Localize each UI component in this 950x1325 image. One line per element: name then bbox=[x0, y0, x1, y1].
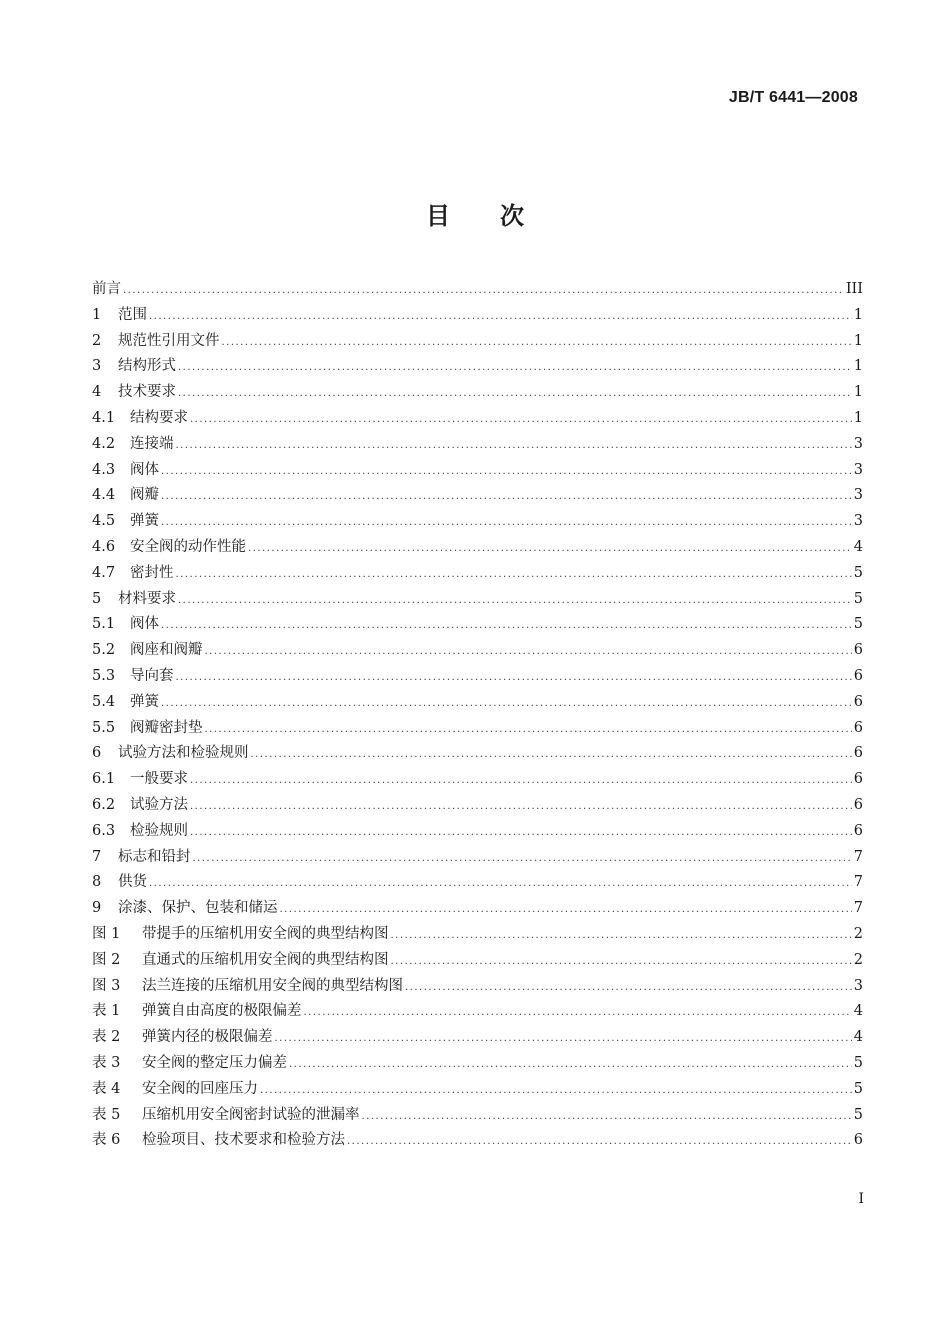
dot-leader bbox=[251, 742, 852, 768]
dot-leader bbox=[205, 639, 852, 665]
toc-entry[interactable] bbox=[92, 870, 863, 896]
dot-leader bbox=[289, 1052, 852, 1078]
toc-entry-number: 7 bbox=[92, 848, 102, 865]
toc-entry[interactable] bbox=[92, 767, 863, 793]
toc-entry-page: 1 bbox=[853, 332, 863, 349]
toc-entry-label: 涂漆、保护、包装和储运 bbox=[118, 900, 278, 917]
toc-entry-label: 直通式的压缩机用安全阀的典型结构图 bbox=[142, 951, 389, 968]
toc-entry-label: 前言 bbox=[92, 281, 121, 297]
toc-entry-label: 法兰连接的压缩机用安全阀的典型结构图 bbox=[142, 977, 403, 994]
dot-leader bbox=[176, 665, 852, 691]
dot-leader bbox=[161, 613, 852, 639]
toc-entry-page: 6 bbox=[853, 642, 863, 659]
toc-entry[interactable] bbox=[92, 509, 863, 535]
toc-entry-number: 5.2 bbox=[92, 642, 116, 659]
toc-entry-page: 5 bbox=[853, 590, 863, 607]
toc-entry-number: 图 3 bbox=[92, 977, 121, 994]
toc-entry-number: 4.4 bbox=[92, 487, 116, 504]
toc-entry[interactable] bbox=[92, 561, 863, 587]
toc-entry[interactable] bbox=[92, 1128, 863, 1154]
toc-entry-label: 弹簧 bbox=[130, 693, 159, 710]
toc-entry-page: 5 bbox=[853, 564, 863, 581]
toc-entry[interactable] bbox=[92, 793, 863, 819]
toc-entry-label: 阀体 bbox=[130, 461, 159, 478]
toc-entry-page: III bbox=[845, 281, 863, 297]
toc-entry[interactable] bbox=[92, 406, 863, 432]
dot-leader bbox=[260, 1078, 852, 1104]
toc-entry-page: 1 bbox=[853, 306, 863, 323]
toc-entry-page: 5 bbox=[853, 1106, 863, 1123]
toc-entry-number: 5.4 bbox=[92, 693, 116, 710]
dot-leader bbox=[275, 1026, 852, 1052]
toc-entry-label: 安全阀的回座压力 bbox=[142, 1080, 258, 1097]
toc-entry-page: 6 bbox=[853, 796, 863, 813]
toc-entry-number: 5.3 bbox=[92, 667, 116, 684]
dot-leader bbox=[391, 923, 852, 949]
toc-entry-page: 5 bbox=[853, 616, 863, 633]
toc-entry-label: 技术要求 bbox=[118, 384, 176, 401]
toc-entry[interactable] bbox=[92, 303, 863, 329]
toc-entry-label: 试验方法和检验规则 bbox=[118, 745, 249, 762]
toc-entry-number: 6.1 bbox=[92, 771, 116, 788]
toc-entry-number: 4.2 bbox=[92, 435, 116, 452]
dot-leader bbox=[178, 588, 852, 614]
toc-entry[interactable] bbox=[92, 716, 863, 742]
toc-entry-label: 供货 bbox=[118, 874, 147, 891]
toc-entry-page: 3 bbox=[853, 487, 863, 504]
toc-entry-number: 表 2 bbox=[92, 1029, 121, 1046]
toc-entry-page: 6 bbox=[853, 667, 863, 684]
toc-entry-label: 一般要求 bbox=[130, 771, 188, 788]
toc-entry-label: 结构形式 bbox=[118, 358, 176, 375]
toc-entry-number: 9 bbox=[92, 900, 102, 917]
toc-entry[interactable] bbox=[92, 896, 863, 922]
toc-entry[interactable] bbox=[92, 819, 863, 845]
toc-entry[interactable] bbox=[92, 845, 863, 871]
toc-entry-number: 4.3 bbox=[92, 461, 116, 478]
toc-entry-page: 1 bbox=[853, 409, 863, 426]
toc-entry-page: 5 bbox=[853, 1080, 863, 1097]
toc-entry[interactable] bbox=[92, 741, 863, 767]
toc-entry[interactable] bbox=[92, 999, 863, 1025]
toc-entry-page: 4 bbox=[853, 538, 863, 555]
toc-entry-number: 4 bbox=[92, 384, 102, 401]
toc-entry-number: 表 6 bbox=[92, 1132, 121, 1149]
toc-entry-page: 5 bbox=[853, 1054, 863, 1071]
toc-entry-number: 5 bbox=[92, 590, 102, 607]
toc-entry[interactable] bbox=[92, 1077, 863, 1103]
toc-entry-page: 2 bbox=[853, 951, 863, 968]
dot-leader bbox=[190, 794, 852, 820]
toc-entry-number: 5.5 bbox=[92, 719, 116, 736]
toc-entry-page: 6 bbox=[853, 771, 863, 788]
toc-entry-page: 3 bbox=[853, 977, 863, 994]
toc-entry[interactable] bbox=[92, 587, 863, 613]
toc-entry-label: 安全阀的动作性能 bbox=[130, 538, 246, 555]
dot-leader bbox=[161, 691, 852, 717]
toc-entry-number: 4.1 bbox=[92, 409, 116, 426]
dot-leader bbox=[347, 1129, 852, 1155]
dot-leader bbox=[149, 304, 852, 330]
toc-entry-number: 6 bbox=[92, 745, 102, 762]
toc-entry-page: 3 bbox=[853, 461, 863, 478]
dot-leader bbox=[205, 717, 852, 743]
toc-entry-label: 导向套 bbox=[130, 667, 174, 684]
toc-entry-label: 材料要求 bbox=[118, 590, 176, 607]
toc-entry-label: 连接端 bbox=[130, 435, 174, 452]
dot-leader bbox=[190, 820, 852, 846]
toc-entry-number: 表 3 bbox=[92, 1054, 121, 1071]
toc-entry-label: 阀瓣 bbox=[130, 487, 159, 504]
toc-entry[interactable] bbox=[92, 690, 863, 716]
dot-leader bbox=[123, 278, 844, 304]
dot-leader bbox=[178, 355, 852, 381]
toc-entry-number: 8 bbox=[92, 874, 102, 891]
toc-entry-label: 压缩机用安全阀密封试验的泄漏率 bbox=[142, 1106, 360, 1123]
toc-entry[interactable] bbox=[92, 483, 863, 509]
toc-entry-label: 阀瓣密封垫 bbox=[130, 719, 203, 736]
toc-entry-label: 检验规则 bbox=[130, 822, 188, 839]
toc-entry[interactable] bbox=[92, 1025, 863, 1051]
toc-entry-number: 表 4 bbox=[92, 1080, 121, 1097]
dot-leader bbox=[190, 768, 852, 794]
table-of-contents bbox=[92, 277, 863, 1154]
toc-entry-label: 弹簧 bbox=[130, 513, 159, 530]
toc-entry-label: 检验项目、技术要求和检验方法 bbox=[142, 1132, 345, 1149]
toc-entry-number: 3 bbox=[92, 358, 102, 375]
toc-entry-page: 2 bbox=[853, 925, 863, 942]
toc-entry-page: 7 bbox=[853, 848, 863, 865]
toc-entry[interactable] bbox=[92, 432, 863, 458]
toc-entry-label: 带提手的压缩机用安全阀的典型结构图 bbox=[142, 925, 389, 942]
dot-leader bbox=[161, 484, 852, 510]
toc-entry-number: 6.3 bbox=[92, 822, 116, 839]
dot-leader bbox=[190, 407, 852, 433]
toc-entry-label: 弹簧自由高度的极限偏差 bbox=[142, 1003, 302, 1020]
toc-entry-page: 1 bbox=[853, 384, 863, 401]
toc-entry-page: 4 bbox=[853, 1029, 863, 1046]
toc-entry[interactable] bbox=[92, 638, 863, 664]
dot-leader bbox=[178, 381, 852, 407]
toc-entry[interactable] bbox=[92, 922, 863, 948]
dot-leader bbox=[304, 1000, 852, 1026]
toc-entry-label: 密封性 bbox=[130, 564, 174, 581]
toc-entry[interactable] bbox=[92, 535, 863, 561]
toc-entry-page: 6 bbox=[853, 745, 863, 762]
page-title: 目次 bbox=[426, 202, 574, 230]
toc-entry[interactable] bbox=[92, 1103, 863, 1129]
toc-entry-page: 6 bbox=[853, 1132, 863, 1149]
toc-entry-number: 5.1 bbox=[92, 616, 116, 633]
toc-entry[interactable] bbox=[92, 1051, 863, 1077]
toc-entry-number: 1 bbox=[92, 306, 102, 323]
toc-entry-number: 表 5 bbox=[92, 1106, 121, 1123]
toc-entry-number: 图 1 bbox=[92, 925, 121, 942]
toc-entry-label: 弹簧内径的极限偏差 bbox=[142, 1029, 273, 1046]
toc-entry-label: 阀体 bbox=[130, 616, 159, 633]
dot-leader bbox=[176, 433, 852, 459]
toc-entry-page: 4 bbox=[853, 1003, 863, 1020]
toc-entry[interactable] bbox=[92, 380, 863, 406]
dot-leader bbox=[176, 562, 852, 588]
toc-entry-number: 表 1 bbox=[92, 1003, 121, 1020]
toc-entry-page: 7 bbox=[853, 874, 863, 891]
toc-entry[interactable] bbox=[92, 458, 863, 484]
toc-entry-label: 结构要求 bbox=[130, 409, 188, 426]
toc-entry-number: 2 bbox=[92, 332, 102, 349]
dot-leader bbox=[248, 536, 852, 562]
toc-entry-label: 阀座和阀瓣 bbox=[130, 642, 203, 659]
toc-entry[interactable] bbox=[92, 612, 863, 638]
dot-leader bbox=[391, 949, 852, 975]
toc-entry-number: 4.6 bbox=[92, 538, 116, 555]
toc-entry-page: 1 bbox=[853, 358, 863, 375]
toc-entry[interactable] bbox=[92, 329, 863, 355]
toc-entry-label: 规范性引用文件 bbox=[118, 332, 220, 349]
toc-entry[interactable] bbox=[92, 664, 863, 690]
standard-code: JB/T 6441—2008 bbox=[728, 89, 858, 106]
toc-entry-page: 3 bbox=[853, 435, 863, 452]
dot-leader bbox=[193, 846, 852, 872]
dot-leader bbox=[149, 871, 852, 897]
dot-leader bbox=[405, 975, 852, 1001]
toc-entry[interactable] bbox=[92, 974, 863, 1000]
toc-entry-label: 试验方法 bbox=[130, 796, 188, 813]
dot-leader bbox=[161, 459, 852, 485]
toc-entry-label: 安全阀的整定压力偏差 bbox=[142, 1054, 287, 1071]
toc-entry[interactable] bbox=[92, 948, 863, 974]
toc-entry-label: 标志和铅封 bbox=[118, 848, 191, 865]
toc-entry-number: 6.2 bbox=[92, 796, 116, 813]
toc-entry[interactable] bbox=[92, 277, 863, 303]
toc-entry-number: 4.5 bbox=[92, 513, 116, 530]
toc-entry-page: 6 bbox=[853, 719, 863, 736]
dot-leader bbox=[362, 1104, 852, 1130]
dot-leader bbox=[222, 330, 852, 356]
toc-entry-label: 范围 bbox=[118, 306, 147, 323]
toc-entry-page: 6 bbox=[853, 822, 863, 839]
toc-entry-number: 图 2 bbox=[92, 951, 121, 968]
toc-entry-page: 7 bbox=[853, 900, 863, 917]
dot-leader bbox=[280, 897, 852, 923]
dot-leader bbox=[161, 510, 852, 536]
page-number: I bbox=[858, 1191, 864, 1207]
toc-entry-page: 3 bbox=[853, 513, 863, 530]
toc-entry-number: 4.7 bbox=[92, 564, 116, 581]
toc-entry[interactable] bbox=[92, 354, 863, 380]
toc-entry-page: 6 bbox=[853, 693, 863, 710]
